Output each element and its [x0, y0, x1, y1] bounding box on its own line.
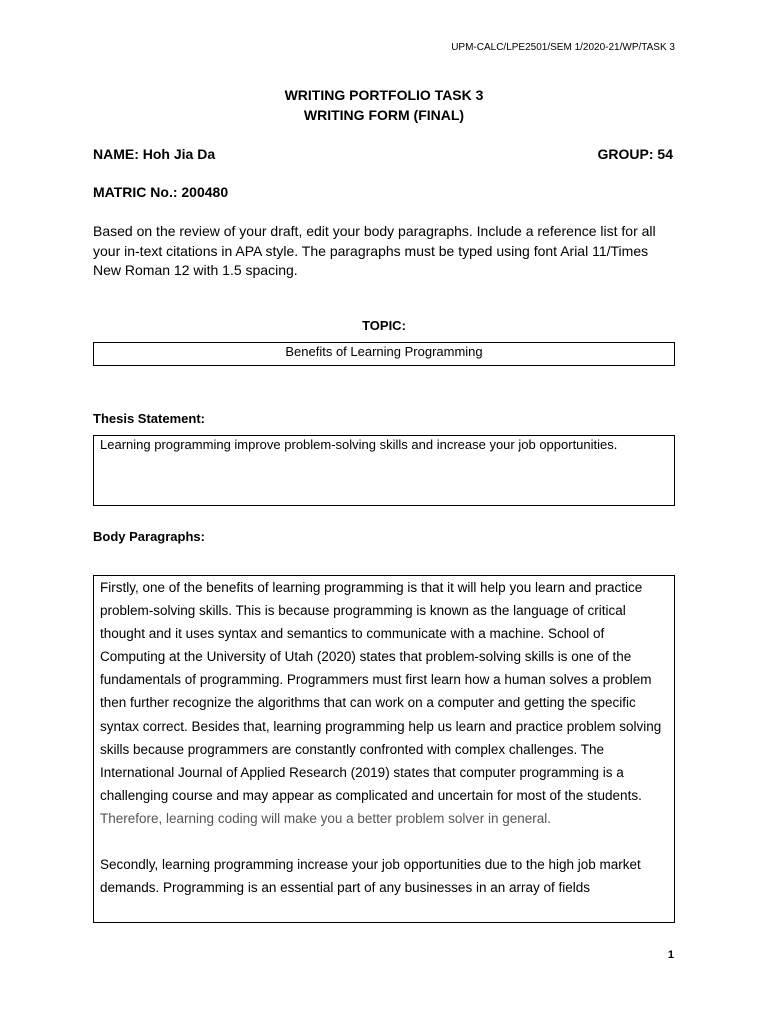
matric-number: MATRIC No.: 200480	[93, 184, 229, 200]
body-paragraph-2: Secondly, learning programming increase your job opportunities due to the high job market demands. Programming is an essential part of any businesses in an array of fields	[100, 857, 641, 896]
paragraph-1-concluding-sentence: Therefore, learning coding will make you a better problem solver in general.	[100, 810, 551, 826]
body-paragraphs-label: Body Paragraphs:	[93, 529, 205, 544]
body-paragraph-1	[100, 576, 666, 830]
instructions-text: Based on the review of your draft, edit your body paragraphs. Include a reference list for all your in-text citations in APA style. The paragraphs must be typed using font Arial 11/Times New Roman 12 with 1.5 spacing.	[93, 223, 656, 278]
paragraph-1-main-text: Firstly, one of the benefits of learning programming is that it will help you learn and practice problem-solving skills. This is because programming is known as the language of critical thought and it uses syntax and semantics to communicate with a machine. School of Computing at the University of Utah (2020) states that problem-solving skills is one of the fundamentals of programming. Programmers must first learn how a human solves a problem then further recognize the algorithms that can work on a computer and getting the specific syntax correct. Besides that, learning programming help us learn and practice problem solving skills because programmers are constantly confronted with complex challenges. The International Journal of Applied Research (2019) states that computer programming is a challenging course and may appear as complicated and uncertain for most of the students.	[100, 580, 662, 803]
student-group: GROUP: 54	[597, 146, 673, 162]
document-title: WRITING PORTFOLIO TASK 3	[284, 87, 484, 103]
thesis-box: Learning programming improve problem-solving skills and increase your job opportunities.	[93, 435, 675, 506]
topic-label: TOPIC:	[362, 318, 406, 333]
body-paragraphs-box	[93, 575, 675, 923]
document-subtitle: WRITING FORM (FINAL)	[303, 107, 465, 123]
student-name: NAME: Hoh Jia Da	[93, 146, 216, 162]
document-reference-code: UPM-CALC/LPE2501/SEM 1/2020-21/WP/TASK 3	[451, 42, 675, 53]
thesis-label: Thesis Statement:	[93, 411, 205, 426]
topic-box: Benefits of Learning Programming	[93, 342, 675, 366]
page-number: 1	[667, 949, 674, 961]
